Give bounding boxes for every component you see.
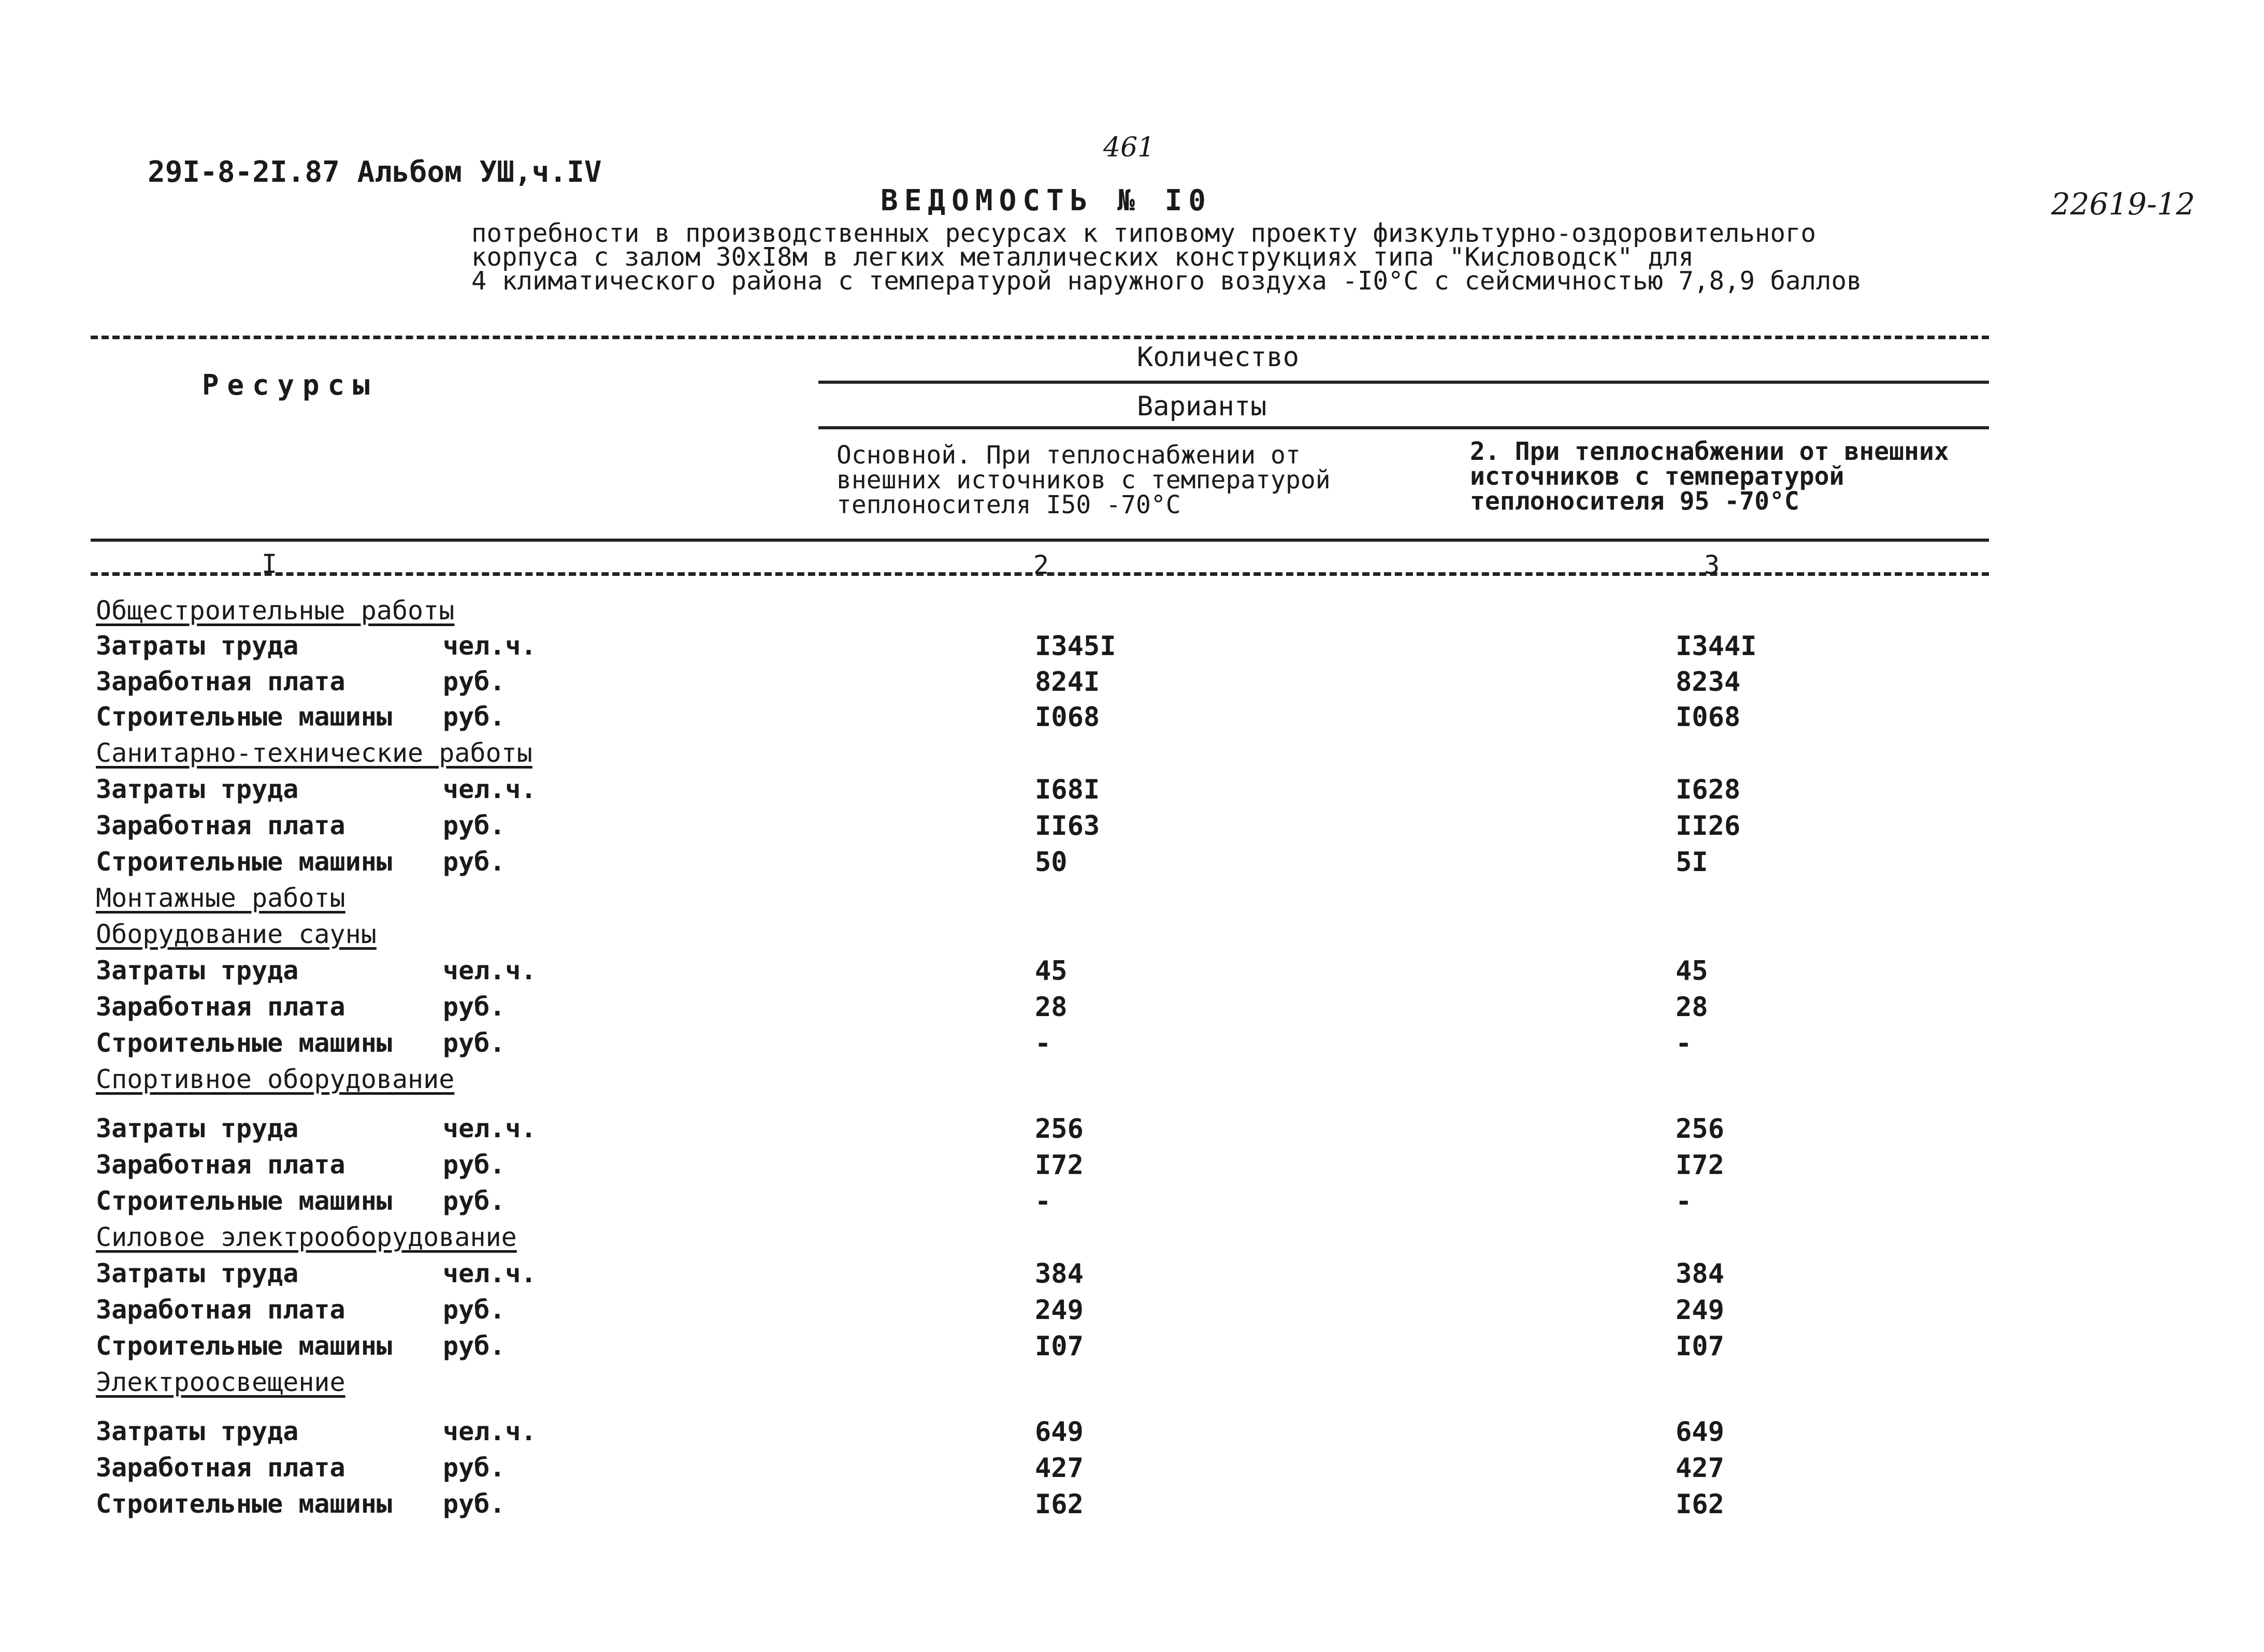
variant-1-header-line: Основной. При теплоснабжении от (837, 441, 1301, 470)
unit-of-measure: руб. (443, 702, 506, 732)
variant-2-value: I72 (1676, 1150, 1724, 1181)
resource-name: Строительные машины (96, 1028, 392, 1058)
unit-of-measure: чел.ч. (443, 1258, 537, 1288)
variant-1-header-line: теплоносителя I50 -70°С (837, 490, 1181, 519)
unit-of-measure: руб. (443, 1453, 506, 1483)
section-heading: Оборудование сауны (96, 919, 377, 949)
variant-1-value: I068 (1035, 702, 1100, 733)
resource-name: Затраты труда (96, 774, 299, 804)
unit-of-measure: руб. (443, 1331, 506, 1361)
resource-name: Заработная плата (96, 810, 345, 841)
page-number: 461 (1103, 132, 1155, 163)
section-heading: Санитарно-технические работы (96, 738, 532, 768)
table-top-rule (91, 336, 1989, 339)
resource-name: Затраты труда (96, 955, 299, 986)
variant-2-header (1470, 439, 1949, 514)
unit-of-measure: руб. (443, 1295, 506, 1325)
unit-of-measure: руб. (443, 847, 506, 877)
variant-1-value: 249 (1035, 1295, 1084, 1326)
resource-name: Строительные машины (96, 1489, 392, 1519)
variant-2-value: 256 (1676, 1113, 1724, 1144)
resource-name: Строительные машины (96, 1186, 392, 1216)
resource-name: Заработная плата (96, 1453, 345, 1483)
document-code: 29I-8-2I.87 Альбом УШ,ч.IV (148, 155, 602, 189)
variant-2-value: 45 (1676, 955, 1708, 987)
variant-1-value: 649 (1035, 1416, 1084, 1447)
variant-1-value: 28 (1035, 992, 1068, 1023)
variant-2-value: - (1676, 1028, 1692, 1059)
unit-of-measure: руб. (443, 1186, 506, 1216)
resource-name: Затраты труда (96, 1113, 299, 1143)
variant-2-header-line: источников с температурой (1470, 462, 1844, 491)
variant-1-value: - (1035, 1186, 1051, 1217)
variant-2-value: 384 (1676, 1258, 1724, 1289)
variants-rule (818, 426, 1989, 429)
section-heading: Силовое электрооборудование (96, 1222, 517, 1252)
document-subtitle (471, 219, 1862, 296)
variant-2-value: 8234 (1676, 666, 1741, 698)
unit-of-measure: чел.ч. (443, 631, 537, 661)
variant-2-header-line: 2. При теплоснабжении от внешних (1470, 437, 1949, 466)
section-heading: Электроосвещение (96, 1367, 345, 1397)
variant-1-value: I345I (1035, 631, 1116, 662)
resources-header: Ресурсы (202, 369, 378, 401)
column-number: 2 (1033, 550, 1049, 580)
subtitle-line: корпуса с залом 30хI8м в легких металлических конструкциях типа "Кисловодск" для (471, 242, 1694, 272)
variant-2-value: 249 (1676, 1295, 1724, 1326)
resource-name: Затраты труда (96, 1416, 299, 1446)
resource-name: Заработная плата (96, 666, 345, 697)
unit-of-measure: руб. (443, 992, 506, 1022)
variant-1-value: 427 (1035, 1453, 1084, 1484)
column-number: 3 (1704, 550, 1720, 580)
variant-2-value: I62 (1676, 1489, 1724, 1520)
variant-2-value: 28 (1676, 992, 1708, 1023)
variant-1-value: 256 (1035, 1113, 1084, 1144)
variant-2-value: I068 (1676, 702, 1741, 733)
variant-1-header-line: внешних источников с температурой (837, 466, 1331, 495)
variant-1-value: - (1035, 1028, 1051, 1059)
resource-name: Строительные машины (96, 847, 392, 877)
variant-1-value: 50 (1035, 847, 1068, 878)
resource-name: Заработная плата (96, 1150, 345, 1180)
variant-1-value: I72 (1035, 1150, 1084, 1181)
variant-1-value: 384 (1035, 1258, 1084, 1289)
section-heading: Монтажные работы (96, 883, 345, 913)
resource-name: Строительные машины (96, 702, 392, 732)
variant-1-header (837, 443, 1331, 517)
subtitle-line: 4 климатического района с температурой наружного воздуха -I0°С с сейсмичностью 7,8,9 баллов (471, 266, 1862, 296)
unit-of-measure: чел.ч. (443, 1113, 537, 1143)
resource-name: Строительные машины (96, 1331, 392, 1361)
variant-2-value: I07 (1676, 1331, 1724, 1362)
variant-2-value: 649 (1676, 1416, 1724, 1447)
variant-2-value: - (1676, 1186, 1692, 1217)
resource-name: Заработная плата (96, 992, 345, 1022)
quantity-header: Количество (1137, 342, 1300, 373)
unit-of-measure: руб. (443, 1150, 506, 1180)
variant-1-value: II63 (1035, 810, 1100, 842)
variant-2-value: 427 (1676, 1453, 1724, 1484)
subtitle-line: потребности в производственных ресурсах к типовому проекту физкультурно-оздоровительного (471, 219, 1816, 248)
variant-1-value: I68I (1035, 774, 1100, 805)
document-number: 22619-12 (2051, 186, 2195, 222)
unit-of-measure: чел.ч. (443, 774, 537, 804)
quantity-rule (818, 381, 1989, 384)
unit-of-measure: чел.ч. (443, 955, 537, 986)
column-number: I (262, 549, 278, 579)
resource-name: Затраты труда (96, 1258, 299, 1288)
header-bottom-rule (91, 539, 1989, 542)
variant-1-value: I62 (1035, 1489, 1084, 1520)
variant-2-value: 5I (1676, 847, 1708, 878)
resource-name: Заработная плата (96, 1295, 345, 1325)
variant-1-value: 824I (1035, 666, 1100, 698)
unit-of-measure: руб. (443, 666, 506, 697)
unit-of-measure: руб. (443, 1028, 506, 1058)
section-heading: Спортивное оборудование (96, 1064, 455, 1094)
variant-2-header-line: теплоносителя 95 -70°С (1470, 487, 1799, 516)
variant-2-value: I344I (1676, 631, 1757, 662)
section-heading: Общестроительные работы (96, 596, 455, 626)
unit-of-measure: руб. (443, 1489, 506, 1519)
variant-2-value: II26 (1676, 810, 1741, 842)
variant-1-value: I07 (1035, 1331, 1084, 1362)
variants-header: Варианты (1137, 391, 1267, 422)
variant-1-value: 45 (1035, 955, 1068, 987)
unit-of-measure: руб. (443, 810, 506, 841)
resource-name: Затраты труда (96, 631, 299, 661)
unit-of-measure: чел.ч. (443, 1416, 537, 1446)
variant-2-value: I628 (1676, 774, 1741, 805)
document-title: ВЕДОМОСТЬ № I0 (881, 184, 1213, 218)
